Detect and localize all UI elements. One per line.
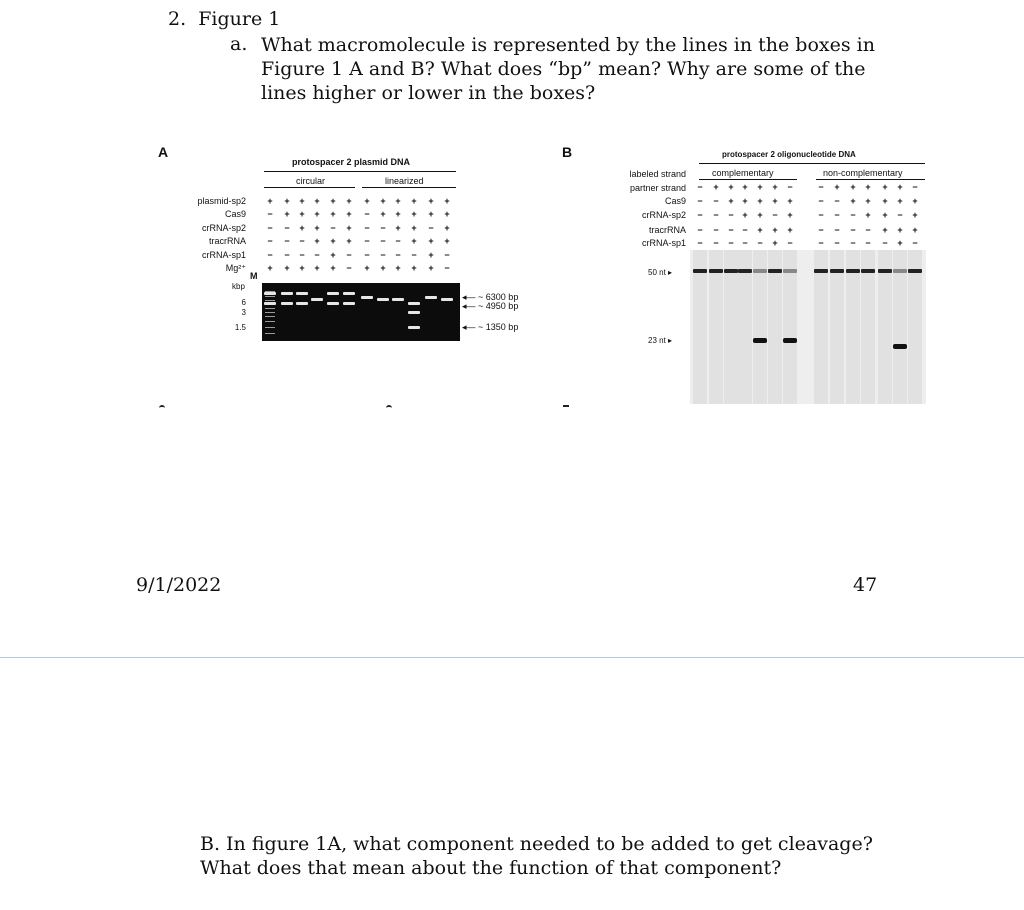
panel-a-sign: − — [346, 250, 352, 260]
gel-a-band — [281, 292, 293, 295]
gel-a-band — [281, 302, 293, 305]
gel-b-band-23nt — [783, 338, 797, 343]
band-label-4950: ◂— ~ 4950 bp — [462, 301, 519, 311]
band-label-4950-text: ~ 4950 bp — [478, 301, 519, 311]
gel-b-band-50nt — [724, 269, 738, 273]
panel-a-sign: + — [346, 236, 352, 246]
panel-b-sign: − — [912, 182, 918, 192]
panel-b-sign: − — [865, 238, 871, 248]
panel-a-sign: − — [299, 250, 305, 260]
panel-a-sign: − — [380, 236, 386, 246]
panel-a-sign: − — [395, 250, 401, 260]
footer-date: 9/1/2022 — [136, 574, 222, 596]
panel-a-header: protospacer 2 plasmid DNA — [292, 157, 411, 167]
panel-b-sign: − — [713, 196, 719, 206]
row-label-tracrrna: tracrRNA — [208, 236, 246, 246]
panel-a-sign: + — [346, 196, 352, 206]
panel-b-sign: − — [713, 210, 719, 220]
gel-b-band-50nt — [908, 269, 922, 273]
gel-b-band-50nt — [709, 269, 723, 273]
panel-a-sign: − — [284, 250, 290, 260]
panel-a-sign: + — [330, 263, 336, 273]
gel-b-lane — [893, 250, 907, 404]
panel-a-sign: + — [314, 209, 320, 219]
panel-a-sign: + — [411, 223, 417, 233]
panel-b-sign: − — [850, 210, 856, 220]
panel-b-sign: − — [772, 210, 778, 220]
panel-a-sign: − — [267, 236, 273, 246]
panel-a-sign: + — [411, 236, 417, 246]
cut-off-letter-c — [159, 405, 165, 411]
panel-b-sign: + — [850, 182, 856, 192]
panel-a-sign: + — [395, 263, 401, 273]
panel-a-sign: − — [346, 263, 352, 273]
panel-b-sign: − — [818, 210, 824, 220]
panel-b-sign: + — [897, 238, 903, 248]
panel-b-sign: − — [697, 196, 703, 206]
panel-a-sign: + — [314, 236, 320, 246]
panel-b-sign: + — [742, 182, 748, 192]
panel-b-sign: + — [865, 196, 871, 206]
panel-a-sign: − — [299, 236, 305, 246]
panel-a-sign: + — [428, 250, 434, 260]
panel-a-sign: − — [284, 236, 290, 246]
panel-a-sign: − — [428, 223, 434, 233]
row-label-tracrrna-b: tracrRNA — [648, 225, 686, 235]
panel-a-sign: − — [395, 236, 401, 246]
row-label-partner-strand: partner strand — [629, 183, 686, 193]
gel-image-b — [690, 250, 926, 404]
panel-a-sign: − — [314, 250, 320, 260]
panel-b-sign: − — [897, 210, 903, 220]
gel-b-band-50nt — [693, 269, 707, 273]
panel-b-sign: + — [865, 210, 871, 220]
panel-b-sign: − — [912, 238, 918, 248]
band-label-1350-text: ~ 1350 bp — [478, 322, 519, 332]
panel-b-sign: + — [713, 182, 719, 192]
panel-a-sign: + — [346, 223, 352, 233]
gel-b-lane — [830, 250, 844, 404]
panel-a-sign: − — [330, 223, 336, 233]
gel-b-band-23nt — [753, 338, 767, 343]
ladder-band — [265, 296, 275, 297]
ladder-band — [265, 312, 275, 313]
panel-a-sign: + — [444, 236, 450, 246]
panel-a-sign: − — [364, 209, 370, 219]
panel-b-letter: B — [562, 144, 573, 160]
panel-a-sign: + — [314, 196, 320, 206]
gel-a-band — [296, 292, 308, 295]
panel-b-header-rule — [699, 163, 925, 164]
panel-a-sign: + — [411, 196, 417, 206]
panel-b-sign: + — [728, 196, 734, 206]
panel-b-sign: − — [742, 225, 748, 235]
panel-b-sign: + — [882, 182, 888, 192]
panel-b-sign: + — [772, 238, 778, 248]
panel-b-sign: + — [787, 225, 793, 235]
row-label-crrna-sp2-b: crRNA-sp2 — [641, 210, 686, 220]
panel-a-sign: + — [330, 196, 336, 206]
band-label-1350: ◂— ~ 1350 bp — [462, 322, 519, 332]
panel-a-sign: + — [395, 223, 401, 233]
panel-b-group-complementary: complementary — [712, 168, 774, 178]
panel-a-sign: + — [380, 263, 386, 273]
panel-a-sign: + — [267, 263, 273, 273]
panel-a-sign: + — [314, 223, 320, 233]
gel-b-lane — [693, 250, 707, 404]
gel-b-lane — [814, 250, 828, 404]
panel-b-noncomplementary-rule — [816, 179, 925, 180]
panel-b-sign: − — [818, 196, 824, 206]
gel-b-lane — [768, 250, 782, 404]
part-a-question: What macromolecule is represented by the lines in the boxes in Figure 1 A and B? What does “bp” mean? Why are some of the lines higher or lower in the boxes? — [261, 34, 875, 104]
panel-b-sign: + — [912, 196, 918, 206]
panel-a-sign: − — [380, 250, 386, 260]
gel-a-band — [311, 298, 323, 301]
panel-b-sign: − — [697, 182, 703, 192]
panel-a-sign: + — [380, 209, 386, 219]
panel-b-sign: − — [865, 225, 871, 235]
panel-a-sign: + — [444, 196, 450, 206]
panel-b-sign: − — [713, 238, 719, 248]
panel-b-sign: + — [728, 182, 734, 192]
gel-b-band-50nt — [878, 269, 892, 273]
panel-a-sign: + — [364, 196, 370, 206]
panel-b-sign: − — [787, 238, 793, 248]
ladder-band — [265, 300, 275, 301]
panel-b-sign: + — [742, 196, 748, 206]
gel-b-lane — [783, 250, 797, 404]
gel-b-lane — [724, 250, 738, 404]
panel-a-sign: + — [428, 263, 434, 273]
panel-b-sign: − — [834, 196, 840, 206]
panel-b-sign: + — [897, 225, 903, 235]
panel-b-complementary-rule — [699, 179, 797, 180]
panel-b-sign: + — [757, 182, 763, 192]
gel-a-band — [343, 302, 355, 305]
panel-a-sign: + — [395, 196, 401, 206]
marker-label: M — [250, 271, 258, 281]
gel-a-band — [296, 302, 308, 305]
panel-b-sign: − — [787, 182, 793, 192]
panel-a-sign: + — [395, 209, 401, 219]
panel-a-sign: − — [267, 223, 273, 233]
panel-b-sign: + — [772, 182, 778, 192]
row-label-mg: Mg²⁺ — [225, 263, 246, 273]
panel-b-header: protospacer 2 oligonucleotide DNA — [722, 150, 856, 159]
gel-b-band-50nt — [783, 269, 797, 273]
panel-b-sign: − — [728, 225, 734, 235]
panel-b-sign: − — [818, 182, 824, 192]
panel-a-sign: − — [284, 223, 290, 233]
panel-b-sign: − — [697, 210, 703, 220]
gel-b-band-50nt — [738, 269, 752, 273]
panel-a-sign: + — [330, 209, 336, 219]
panel-b-sign: + — [772, 196, 778, 206]
panel-a-sign: − — [444, 250, 450, 260]
panel-a-sign: + — [284, 196, 290, 206]
panel-a-sign: + — [364, 263, 370, 273]
panel-b-sign: + — [912, 210, 918, 220]
gel-a-band — [408, 302, 420, 305]
panel-b-sign: − — [818, 225, 824, 235]
row-label-labeled-strand: labeled strand — [629, 169, 686, 179]
panel-b-sign: − — [834, 225, 840, 235]
gel-a-band — [441, 298, 453, 301]
panel-a-header-rule — [264, 171, 456, 172]
footer-page-number: 47 — [853, 574, 878, 596]
gel-a-band — [327, 302, 339, 305]
panel-b-sign: − — [713, 225, 719, 235]
gel-b-band-50nt — [814, 269, 828, 273]
panel-a-sign: − — [267, 209, 273, 219]
gel-b-lane — [709, 250, 723, 404]
gel-b-lane — [738, 250, 752, 404]
kbp-label: kbp — [232, 282, 245, 291]
ladder-band — [265, 327, 275, 328]
panel-a-sign: − — [267, 250, 273, 260]
gel-b-band-50nt — [753, 269, 767, 273]
gel-a-band — [408, 326, 420, 329]
panel-a-sign: + — [267, 196, 273, 206]
panel-a-linearized-rule — [362, 187, 456, 188]
panel-a-sign: − — [364, 250, 370, 260]
panel-a-sign: − — [444, 263, 450, 273]
panel-b-sign: − — [697, 238, 703, 248]
gel-b-band-50nt — [861, 269, 875, 273]
gel-a-band — [343, 292, 355, 295]
ladder-band — [265, 316, 275, 317]
gel-b-lane — [878, 250, 892, 404]
size-label-23-text: 23 nt — [648, 336, 666, 345]
row-label-cas9: Cas9 — [224, 209, 246, 219]
panel-a-sign: − — [364, 223, 370, 233]
panel-b-sign: + — [850, 196, 856, 206]
ladder-band — [265, 333, 275, 334]
panel-a-sign: + — [284, 209, 290, 219]
gel-a-band — [377, 298, 389, 301]
gel-a-band — [264, 292, 276, 295]
panel-a-sign: − — [380, 223, 386, 233]
gel-b-band-50nt — [846, 269, 860, 273]
panel-b-sign: + — [757, 210, 763, 220]
panel-b-sign: + — [897, 182, 903, 192]
size-label-23: 23 nt ▸ — [648, 336, 673, 345]
band-label-6300: ◂— ~ 6300 bp — [462, 292, 519, 302]
part-b-question: B. In figure 1A, what component needed to be added to get cleavage? What does that mean about the function of that component? — [200, 833, 873, 879]
panel-a-sign: − — [411, 250, 417, 260]
panel-a-sign: + — [411, 263, 417, 273]
ladder-label-3: 3 — [241, 308, 246, 317]
panel-b-sign: + — [882, 196, 888, 206]
question-title: Figure 1 — [198, 8, 281, 30]
panel-b-sign: − — [728, 238, 734, 248]
panel-b-sign: + — [757, 225, 763, 235]
panel-a-sign: + — [330, 236, 336, 246]
panel-b-sign: − — [728, 210, 734, 220]
gel-a-band — [408, 311, 420, 314]
cut-off-letter-e — [563, 405, 569, 411]
part-a-letter: a. — [230, 33, 248, 55]
panel-a-sign: + — [428, 209, 434, 219]
panel-b-sign: + — [834, 182, 840, 192]
panel-b-sign: + — [882, 210, 888, 220]
panel-b-group-noncomplementary: non-complementary — [823, 168, 903, 178]
gel-b-band-50nt — [830, 269, 844, 273]
panel-b-sign: − — [818, 238, 824, 248]
panel-a-sign: + — [299, 209, 305, 219]
gel-b-band-50nt — [768, 269, 782, 273]
panel-a-sign: + — [284, 263, 290, 273]
panel-a-sign: + — [411, 209, 417, 219]
panel-b-sign: − — [834, 210, 840, 220]
cut-off-letter-d — [386, 405, 392, 411]
size-label-50: 50 nt ▸ — [648, 268, 673, 277]
gel-a-band — [264, 302, 276, 305]
gel-a-band — [361, 296, 373, 299]
ladder-band — [265, 308, 275, 309]
size-label-50-text: 50 nt — [648, 268, 666, 277]
row-label-plasmid-sp2: plasmid-sp2 — [197, 196, 246, 206]
panel-b-sign: − — [757, 238, 763, 248]
panel-a-sign: + — [380, 196, 386, 206]
gel-a-band — [392, 298, 404, 301]
gel-b-band-23nt — [893, 344, 907, 349]
panel-b-sign: − — [697, 225, 703, 235]
gel-image-a — [262, 283, 460, 341]
panel-a-sign: + — [444, 209, 450, 219]
panel-b-sign: − — [742, 238, 748, 248]
panel-a-sign: + — [330, 250, 336, 260]
ladder-label-1-5: 1.5 — [234, 323, 246, 332]
panel-a-sign: + — [299, 223, 305, 233]
panel-b-sign: + — [882, 225, 888, 235]
ladder-label-6: 6 — [241, 298, 246, 307]
row-label-crrna-sp1: crRNA-sp1 — [201, 250, 246, 260]
panel-b-sign: + — [757, 196, 763, 206]
ladder-band — [265, 321, 275, 322]
panel-a-sign: + — [314, 263, 320, 273]
panel-a-circular-rule — [264, 187, 355, 188]
page-divider — [0, 657, 1024, 658]
panel-b-sign: + — [912, 225, 918, 235]
panel-b-sign: + — [742, 210, 748, 220]
panel-b-sign: − — [834, 238, 840, 248]
panel-b-sign: − — [882, 238, 888, 248]
panel-b-sign: + — [865, 182, 871, 192]
row-label-cas9-b: Cas9 — [664, 196, 686, 206]
panel-a-sign: + — [428, 196, 434, 206]
panel-a-sign: + — [299, 196, 305, 206]
row-label-crrna-sp1-b: crRNA-sp1 — [641, 238, 686, 248]
panel-a-group-linearized: linearized — [385, 176, 424, 186]
panel-b-sign: + — [772, 225, 778, 235]
gel-a-band — [327, 292, 339, 295]
question-number-and-title — [168, 8, 280, 30]
gel-b-lane — [753, 250, 767, 404]
panel-a-group-circular: circular — [296, 176, 326, 186]
panel-a-sign: + — [346, 209, 352, 219]
question-number: 2. — [168, 8, 187, 30]
gel-b-lane — [908, 250, 922, 404]
panel-b-sign: + — [897, 196, 903, 206]
panel-a-sign: + — [299, 263, 305, 273]
gel-b-lane — [861, 250, 875, 404]
gel-b-lane — [846, 250, 860, 404]
gel-a-band — [425, 296, 437, 299]
panel-a-sign: − — [364, 236, 370, 246]
gel-b-band-50nt — [893, 269, 907, 273]
row-label-crrna-sp2: crRNA-sp2 — [201, 223, 246, 233]
panel-b-sign: − — [850, 225, 856, 235]
panel-a-letter: A — [158, 144, 169, 160]
panel-a-sign: + — [444, 223, 450, 233]
panel-a-sign: + — [428, 236, 434, 246]
panel-b-sign: + — [787, 210, 793, 220]
panel-b-sign: − — [850, 238, 856, 248]
band-label-6300-text: ~ 6300 bp — [478, 292, 519, 302]
panel-b-sign: + — [787, 196, 793, 206]
